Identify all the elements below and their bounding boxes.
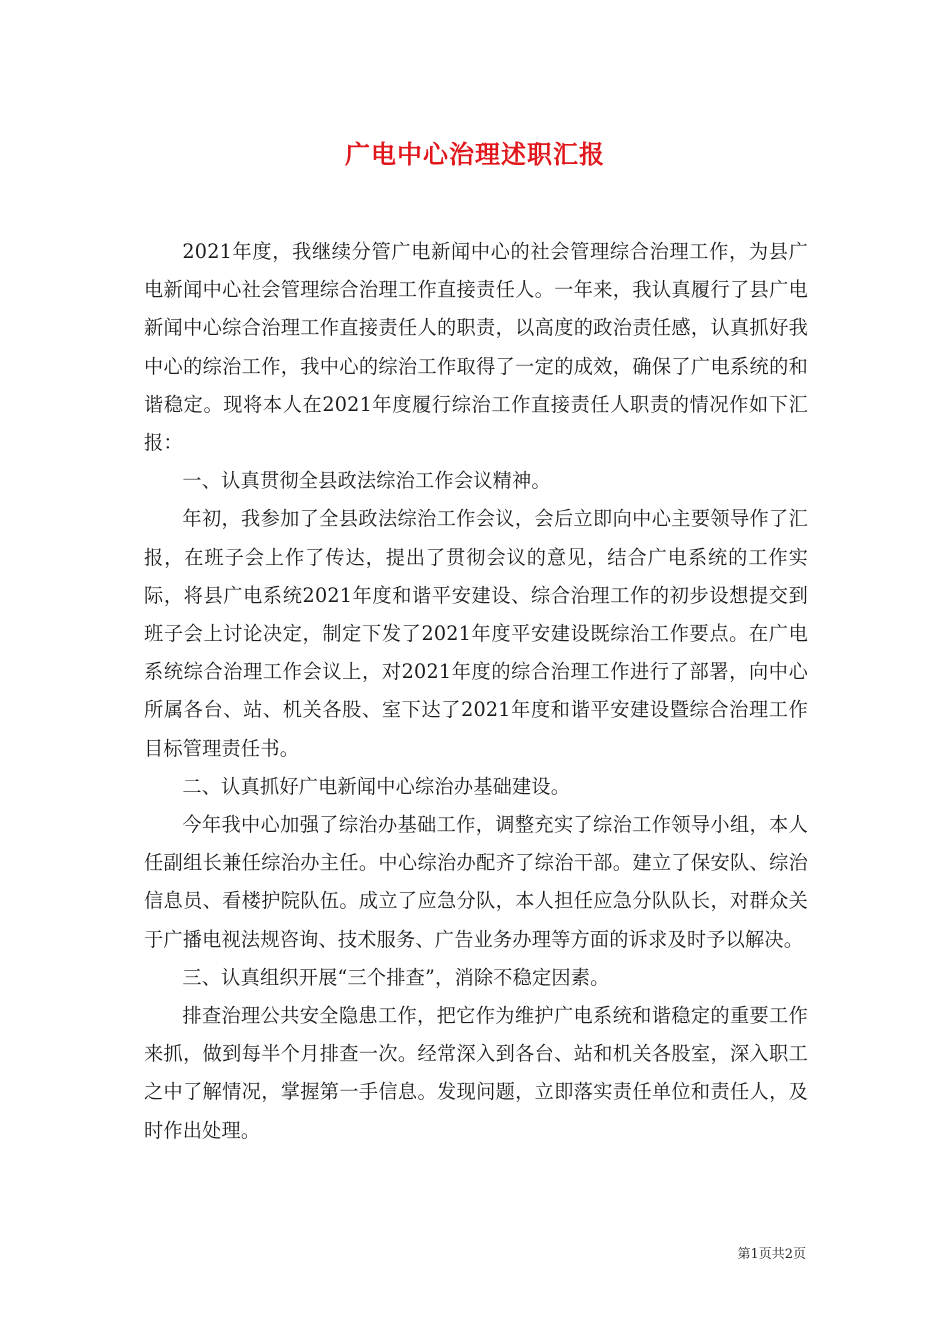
document-body <box>144 233 808 1150</box>
page-number: 第1页共2页 <box>737 1247 806 1262</box>
document-title: 广电中心治理述职汇报 <box>344 140 605 169</box>
paragraph-section-2: 今年我中心加强了综治办基础工作，调整充实了综治工作领导小组，本人任副组长兼任综治办主任。中心综治办配齐了综治干部。建立了保安队、综治信息员、看楼护院队伍。成立了应急分队，本人担任应急分队队长，对群众关于广播电视法规咨询、技术服务、广告业务办理等方面的诉求及时予以解决。 <box>144 813 808 951</box>
paragraph-intro: 2021年度，我继续分管广电新闻中心的社会管理综合治理工作，为县广电新闻中心社会管理综合治理工作直接责任人。一年来，我认真履行了县广电新闻中心综合治理工作直接责任人的职责，以高度的政治责任感，认真抓好我中心的综治工作，我中心的综治工作取得了一定的成效，确保了广电系统的和谐稳定。现将本人在2021年度履行综治工作直接责任人职责的情况作如下汇报： <box>144 240 808 455</box>
section-heading-2: 二、认真抓好广电新闻中心综治办基础建设。 <box>182 774 571 798</box>
paragraph-section-3: 排查治理公共安全隐患工作，把它作为维护广电系统和谐稳定的重要工作来抓，做到每半个月排查一次。经常深入到各台、站和机关各股室，深入职工之中了解情况，掌握第一手信息。发现问题，立即落实责任单位和责任人，及时作出处理。 <box>144 1004 808 1142</box>
paragraph-section-1: 年初，我参加了全县政法综治工作会议，会后立即向中心主要领导作了汇报，在班子会上作了传达，提出了贯彻会议的意见，结合广电系统的工作实际，将县广电系统2021年度和谐平安建设、综合治理工作的初步设想提交到班子会上讨论决定，制定下发了2021年度平安建设既综治工作要点。在广电系统综合治理工作会议上，对2021年度的综合治理工作进行了部署，向中心所属各台、站、机关各股、室下达了2021年度和谐平安建设暨综合治理工作目标管理责任书。 <box>144 507 808 760</box>
section-heading-1: 一、认真贯彻全县政法综治工作会议精神。 <box>182 469 551 493</box>
section-heading-3: 三、认真组织开展“三个排查”，消除不稳定因素。 <box>182 965 610 989</box>
